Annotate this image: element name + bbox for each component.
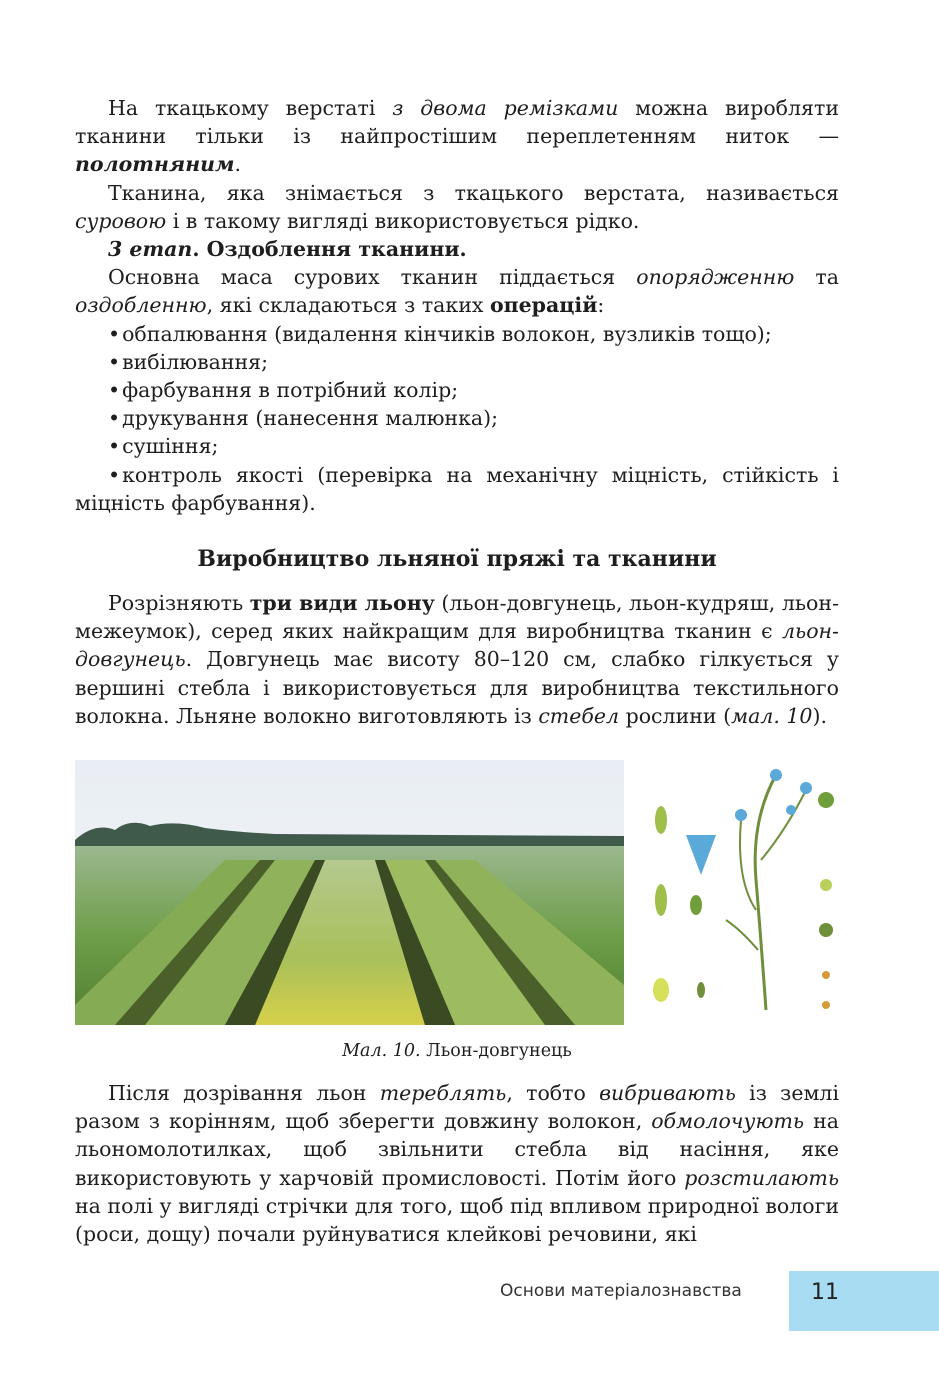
list-item [75,404,839,432]
bullet-icon: • [108,462,121,487]
italic-term: з двома ремізками [392,96,619,120]
text-run: можна виробляти тканини тільки із найпростішим переплетенням ниток — [75,96,839,149]
italic-term: стебел [538,703,620,728]
figure-caption-text: Льон-довгунець [420,1041,572,1061]
list-item-text: фарбування в потрібний колір; [122,378,459,403]
bold-italic-term: полотняним [75,152,235,177]
section-heading: Виробництво льняної пряжі та тканини [197,546,717,572]
list-item [75,348,839,376]
text-run: : [597,293,605,318]
italic-term: мал. 10 [731,703,813,728]
text-run: із землі разом з корінням, щоб зберегти довжину волокон, [75,1081,839,1134]
list-item-text: вибілювання; [122,349,268,374]
list-item [75,320,839,348]
stage-heading [75,235,839,263]
list-item [75,432,839,460]
paragraph [75,1079,839,1248]
italic-term: розстилають [684,1165,839,1190]
italic-term: тереблять [379,1081,507,1105]
text-run: Після дозрівання льон [108,1081,380,1105]
figure-caption [75,1039,839,1063]
paragraph [75,589,839,730]
text-run: . [234,152,242,177]
flax-botanical-drawing [646,760,840,1025]
italic-term: опорядженню [636,265,795,290]
text-run: Розрізняють [108,591,250,615]
text-run: , які складаються з таких [206,293,490,318]
italic-term: оздобленню [75,293,207,318]
text-run: . Довгунець має висоту 80–120 см, слабко гілкується у вершині стебла і використовується для виробництва текстильного волокна. Льняне волокно виготовляють із [75,647,839,728]
text-run: Основна маса сурових тканин піддається [108,265,637,290]
page-number: 11 [811,1280,839,1305]
list-item-text: обпалювання (видалення кінчиків волокон, вузликів тощо); [122,321,772,346]
paragraph [75,263,839,319]
list-item [75,376,839,404]
list-item-text: контроль якості (перевірка на механічну міцність, стійкість і міцність фарбування). [75,462,839,515]
stage-label: 3 етап [108,237,193,262]
list-item [75,461,839,517]
bullet-icon: • [108,378,121,403]
text-run: Тканина, яка знімається з ткацького верстата, називається [108,180,839,205]
text-run: і в такому вигляді використовується рідко. [166,208,640,233]
book-title: Основи матеріалознавства [500,1281,742,1301]
page-number-tab [789,1271,939,1331]
flax-field-photo [75,760,624,1025]
bold-term: три види льону [249,591,435,615]
italic-term: обмолочують [651,1109,805,1134]
text-run: та [794,265,839,290]
text-run: (льон-довгунець, льон-кудряш, льон-межеумок), серед яких найкращим для виробництва тканин є [75,591,839,644]
bullet-icon: • [108,406,121,431]
text-run: ). [812,703,827,728]
flax-field-image [75,760,624,1025]
italic-term: суровою [75,208,167,233]
text-run: На ткацькому верстаті [108,96,393,120]
paragraph [75,94,839,179]
processing-paragraph [75,1079,839,1248]
top-text [75,94,839,517]
text-run: на полі у вигляді стрічки для того, щоб під впливом природної вологи (роси, дощу) почали руйнуватися клейкові речовини, які [75,1193,839,1247]
text-run: , тобто [506,1081,600,1105]
list-item-text: друкування (нанесення малюнка); [122,406,499,431]
bullet-icon: • [108,321,121,346]
flax-plant-image [646,760,840,1025]
italic-term: льон-довгунець [75,619,839,672]
figure-number: Мал. 10. [342,1041,421,1061]
paragraph [75,179,839,235]
stage-title: . Оздоблення тканини. [192,237,467,262]
bullet-icon: • [108,434,121,459]
text-run: на льономолотилках, щоб звільнити стебла від насіння, яке використовують у харчовій промисловості. Потім його [75,1109,839,1190]
intro-paragraph [75,589,839,730]
bullet-icon: • [108,349,121,374]
italic-term: вибривають [599,1081,736,1105]
text-run: рослини ( [619,703,732,728]
list-item-text: сушіння; [122,434,219,459]
bold-term: операцій [489,293,598,318]
